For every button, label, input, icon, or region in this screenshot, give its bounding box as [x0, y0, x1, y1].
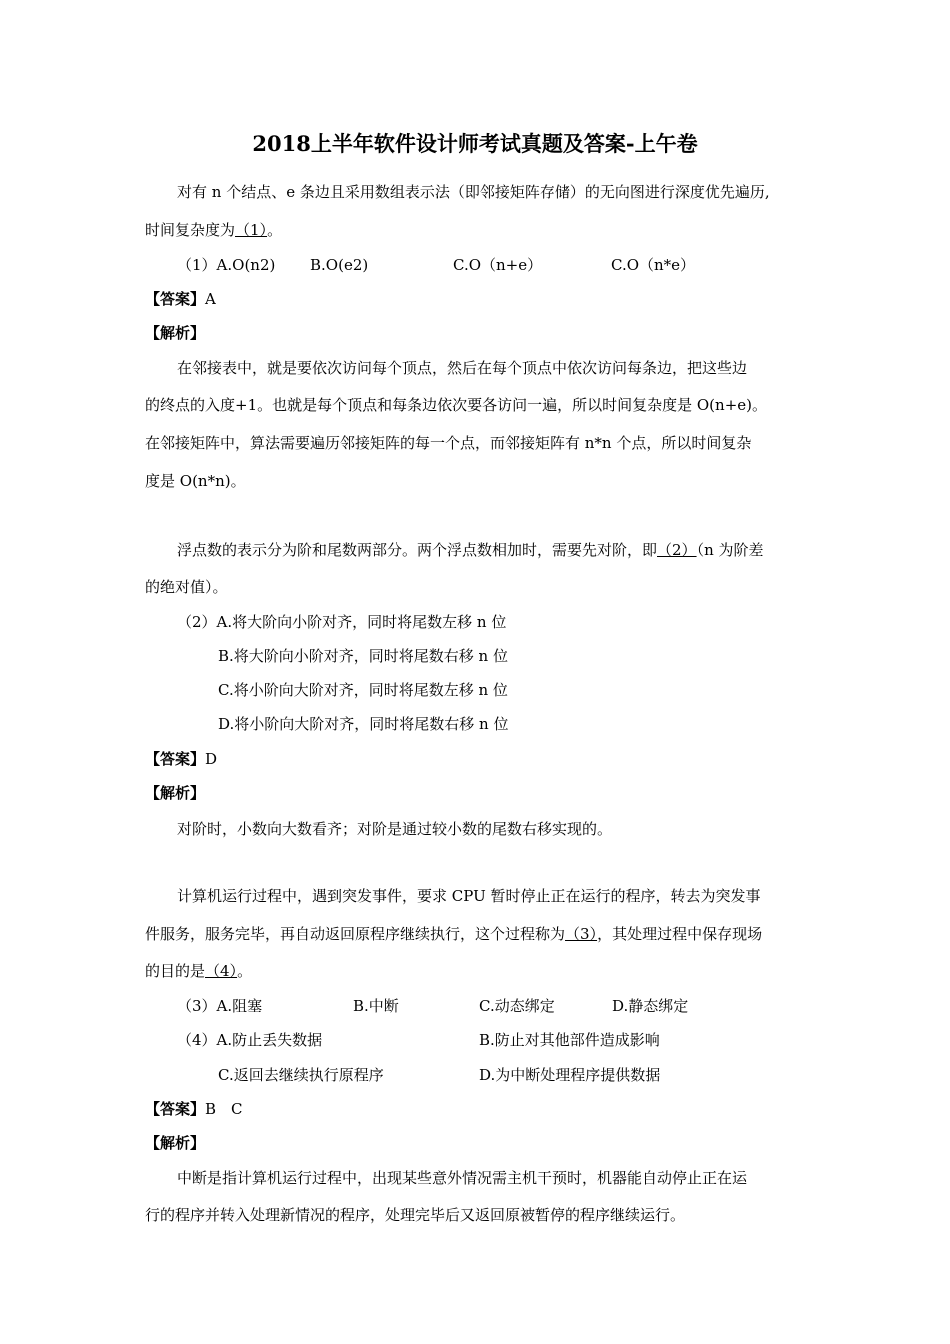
q3-stem-text: 件服务，服务完毕，再自动返回原程序继续执行，这个过程称为: [145, 925, 566, 943]
q3-stem-line3: [145, 961, 252, 981]
q1-option-d: C.O（n*e）: [611, 256, 696, 274]
q2-answer: [145, 749, 217, 769]
q2-analysis-text: 对阶时，小数向大数看齐；对阶是通过较小数的尾数右移实现的。: [177, 820, 613, 838]
q1-answer: [145, 289, 216, 309]
q1-analysis-line4: 度是 O(n*n)。: [145, 472, 246, 490]
q4-stem-end: 。: [237, 962, 253, 980]
q2-stem-line1: [177, 540, 764, 560]
q1-analysis-line3: 在邻接矩阵中，算法需要遍历邻接矩阵的每一个点，而邻接矩阵有 n*n 个点，所以时间复杂: [145, 434, 752, 452]
q1-stem-line1: 对有 n 个结点、e 条边且采用数组表示法（即邻接矩阵存储）的无向图进行深度优先遍历,: [177, 183, 770, 201]
q2-option-c: C.将小阶向大阶对齐，同时将尾数左移 n 位: [218, 681, 508, 699]
q1-blank: （1）: [235, 221, 268, 239]
page-title: 2018上半年软件设计师考试真题及答案-上午卷: [252, 131, 698, 156]
q2-option-b: B.将大阶向小阶对齐，同时将尾数右移 n 位: [218, 647, 508, 665]
q4-option-d: D.为中断处理程序提供数据: [479, 1066, 661, 1084]
q4-option-a: （4）A.防止丢失数据: [177, 1031, 323, 1049]
q1-analysis-label: 【解析】: [145, 324, 206, 342]
q1-answer-label: 【答案】: [145, 290, 206, 308]
q1-answer-value: A: [205, 290, 216, 308]
q3-option-c: C.动态绑定: [479, 997, 555, 1015]
q3-analysis-label: 【解析】: [145, 1134, 206, 1152]
q4-option-c: C.返回去继续执行原程序: [218, 1066, 384, 1084]
q1-option-c: C.O（n+e）: [453, 256, 543, 274]
q2-answer-value: D: [205, 750, 218, 768]
q3-stem-tail: ，其处理过程中保存现场: [597, 925, 763, 943]
q3-stem-line1: 计算机运行过程中，遇到突发事件，要求 CPU 暂时停止正在运行的程序，转去为突发事: [177, 887, 761, 905]
q2-stem-text: 浮点数的表示分为阶和尾数两部分。两个浮点数相加时，需要先对阶，即: [177, 541, 658, 559]
q3-option-b: B.中断: [353, 997, 399, 1015]
q4-stem-text: 的目的是: [145, 962, 206, 980]
q3-stem-line2: [145, 924, 762, 944]
q1-option-b: B.O(e2): [310, 256, 369, 274]
q1-stem-line2: [145, 220, 282, 240]
q1-analysis-line1: 在邻接表中，就是要依次访问每个顶点，然后在每个顶点中依次访问每条边，把这些边: [177, 359, 748, 377]
q2-stem-line2: 的绝对值）。: [145, 578, 228, 596]
q3-analysis-line1: 中断是指计算机运行过程中，出现某些意外情况需主机干预时，机器能自动停止正在运: [177, 1169, 748, 1187]
q2-option-a: （2）A.将大阶向小阶对齐，同时将尾数左移 n 位: [177, 613, 507, 631]
q3-option-a: （3）A.阻塞: [177, 997, 263, 1015]
q3-answer-label: 【答案】: [145, 1100, 206, 1118]
q1-option-a: （1）A.O(n2): [177, 256, 276, 274]
q3-answer-value: B C: [205, 1100, 243, 1118]
q1-stem-text: 时间复杂度为: [145, 221, 236, 239]
q4-option-b: B.防止对其他部件造成影响: [479, 1031, 660, 1049]
q1-stem-end: 。: [267, 221, 283, 239]
q2-answer-label: 【答案】: [145, 750, 206, 768]
q2-blank: （2）: [657, 541, 697, 559]
q4-blank: （4）: [205, 962, 238, 980]
q2-stem-tail: （n 为阶差: [696, 541, 764, 559]
q2-option-d: D.将小阶向大阶对齐，同时将尾数右移 n 位: [218, 715, 509, 733]
q3-option-d: D.静态绑定: [612, 997, 689, 1015]
q3-blank: （3）: [565, 925, 598, 943]
q3-answer: [145, 1099, 243, 1119]
q3-analysis-line2: 行的程序并转入处理新情况的程序，处理完毕后又返回原被暂停的程序继续运行。: [145, 1206, 686, 1224]
q2-analysis-label: 【解析】: [145, 784, 206, 802]
q1-analysis-line2: 的终点的入度+1。也就是每个顶点和每条边依次要各访问一遍，所以时间复杂度是 O(n+e)。: [145, 396, 767, 414]
